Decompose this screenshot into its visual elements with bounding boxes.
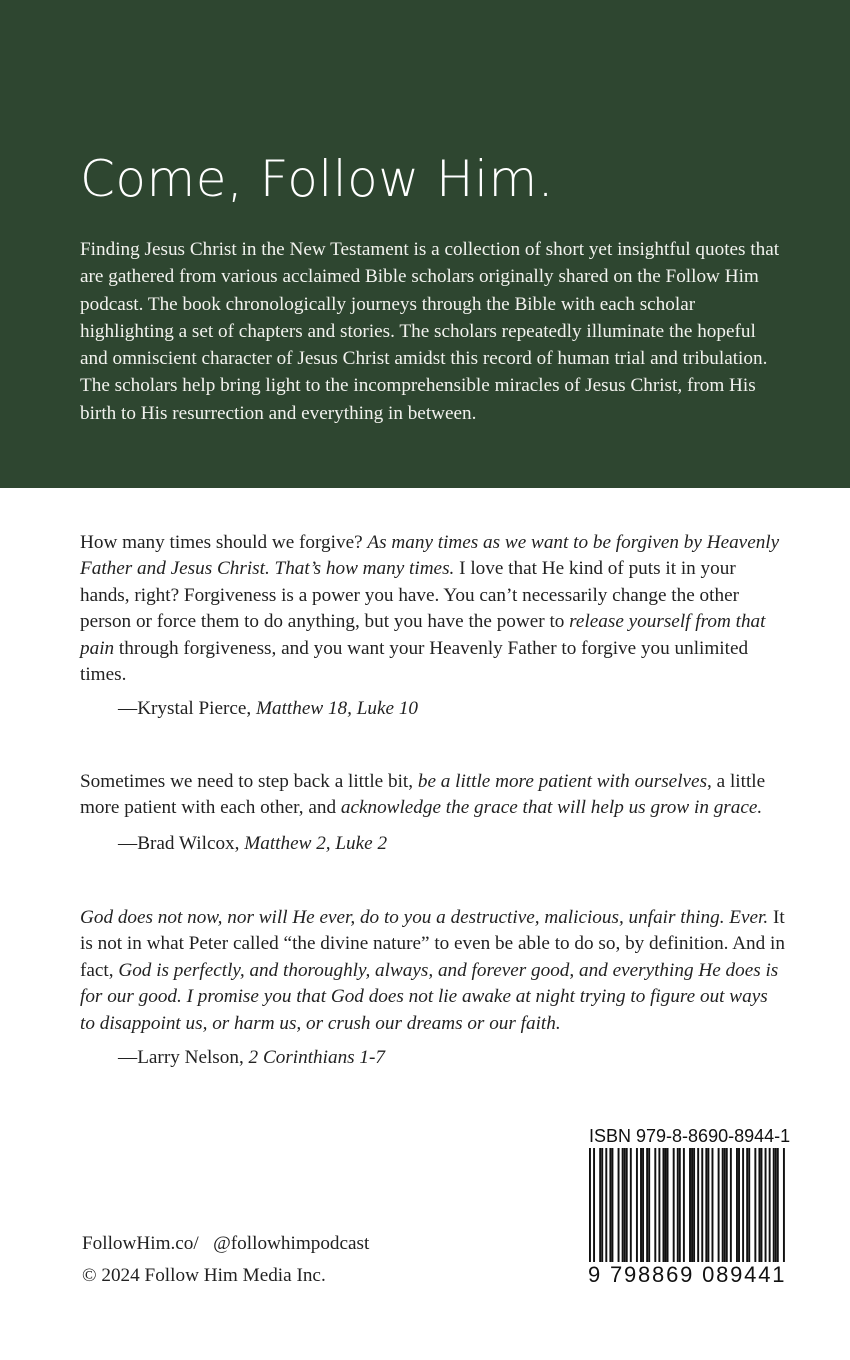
barcode-bar	[648, 1148, 650, 1266]
quote-3-reference: 2 Corinthians 1-7	[248, 1047, 386, 1068]
quote-segment: , a little more patient with each other, and	[80, 771, 766, 819]
barcode-bar	[611, 1148, 613, 1266]
barcode-bar	[654, 1148, 656, 1266]
quote-segment: How many times should we forgive?	[80, 532, 368, 553]
barcode-bar	[697, 1148, 699, 1266]
quote-2	[80, 769, 785, 822]
quote-segment: Sometimes we need to step back a little bit,	[80, 771, 418, 792]
barcode-bar	[738, 1148, 740, 1266]
quote-1-reference: Matthew 18, Luke 10	[256, 698, 419, 719]
quote-segment: release yourself from that pain	[80, 611, 766, 659]
barcode-bar	[658, 1148, 660, 1266]
quote-segment: I love that He kind of puts it in your hands, right? Forgiveness is a power you have. You can’t necessarily change the other person or force them to do anything, but you have the power to	[80, 558, 739, 633]
barcode-bar	[636, 1148, 638, 1266]
barcode-bar	[679, 1148, 681, 1266]
barcode-bar	[761, 1148, 763, 1266]
barcode-bar	[775, 1148, 777, 1266]
barcode-bar	[722, 1148, 724, 1266]
barcode-bar	[622, 1148, 624, 1266]
quote-3-author: —Larry Nelson,	[118, 1047, 249, 1068]
barcode-bar	[724, 1148, 726, 1266]
barcode-bar	[646, 1148, 648, 1266]
quote-segment: through forgiveness, and you want your Heavenly Father to forgive you unlimited times.	[80, 637, 749, 686]
barcode-bar	[677, 1148, 679, 1266]
quote-1-attribution	[118, 696, 418, 722]
quote-2-attribution	[118, 831, 387, 857]
barcode-bar	[665, 1148, 667, 1266]
barcode-digits: 9 798869 089441	[584, 1262, 798, 1288]
barcode-bar	[736, 1148, 738, 1266]
barcode-bar	[667, 1148, 669, 1266]
barcode-bar	[626, 1148, 628, 1266]
social-handle[interactable]: @followhimpodcast	[213, 1233, 370, 1254]
book-description: Finding Jesus Christ in the New Testament is a collection of short yet insightful quotes that are gathered from various acclaimed Bible scholars originally shared on the Follow Him podcast. The book chronologically journeys through the Bible with each scholar highlighting a set of chapters and stories. The scholars repeatedly illuminate the hopeful and omniscient character of Jesus Christ amidst this record of human trial and tribulation. The scholars help bring light to the incomprehensible miracles of Jesus Christ, from His birth to His resurrection and everything in between.	[80, 239, 780, 424]
quote-segment: As many times as we want to be forgiven by Heavenly Father and Jesus Christ. That’s how many times.	[80, 532, 780, 580]
barcode-bar	[701, 1148, 703, 1266]
barcode-bar	[691, 1148, 693, 1266]
isbn-label: ISBN 979-8-8690-8944-1	[589, 1126, 791, 1146]
cover-title: Come, Follow Him.	[80, 150, 555, 208]
copyright: © 2024 Follow Him Media Inc.	[82, 1265, 326, 1286]
barcode-bar	[726, 1148, 728, 1266]
barcode-bar	[609, 1148, 611, 1266]
barcode-bar	[693, 1148, 695, 1266]
barcode-bar	[705, 1148, 707, 1266]
quote-segment: God is perfectly, and thoroughly, always, and forever good, and everything He does is for our good. I promise you that God does not lie awake at night trying to figure out ways to disappoint us, or harm us, or crush our dreams or our faith.	[80, 959, 779, 1034]
footer-links	[82, 1233, 369, 1255]
quote-3-attribution	[118, 1045, 385, 1071]
barcode-bar	[624, 1148, 626, 1266]
barcode-bar	[773, 1148, 775, 1266]
barcode-bar	[673, 1148, 675, 1266]
barcode-bar	[765, 1148, 767, 1266]
barcode-bar	[777, 1148, 779, 1266]
quote-segment: It is not in what Peter called “the divine nature” to even be able to do so, by definition. And in fact,	[80, 907, 785, 981]
barcode-bar	[642, 1148, 644, 1266]
quote-3	[80, 905, 785, 1037]
top-green-band	[0, 0, 850, 488]
quote-segment: be a little more patient with ourselves	[417, 771, 708, 792]
barcode-bar	[618, 1148, 620, 1266]
barcode-bar	[683, 1148, 685, 1266]
quote-1	[80, 530, 785, 688]
barcode-bar	[746, 1148, 748, 1266]
barcode-bar	[754, 1148, 756, 1266]
quote-segment: God does not now, nor will He ever, do to you a destructive, malicious, unfair thing. Ever.	[80, 907, 769, 928]
website-link[interactable]: FollowHim.co/	[82, 1233, 199, 1254]
barcode-bar	[605, 1148, 607, 1266]
barcode-bar	[769, 1148, 771, 1266]
quote-2-author: —Brad Wilcox,	[118, 833, 245, 854]
barcode-bar	[707, 1148, 709, 1266]
barcode-bar	[718, 1148, 720, 1266]
barcode-bar	[601, 1148, 603, 1266]
quote-2-reference: Matthew 2, Luke 2	[244, 833, 388, 854]
barcode-bar	[730, 1148, 732, 1266]
barcode-bar	[599, 1148, 601, 1266]
quote-segment: acknowledge the grace that will help us grow in grace.	[340, 797, 763, 819]
quote-1-author: —Krystal Pierce,	[118, 698, 257, 719]
barcode-bar	[712, 1148, 714, 1266]
barcode-bar	[640, 1148, 642, 1266]
barcode-bar	[630, 1148, 632, 1266]
barcode-bar	[663, 1148, 665, 1266]
barcode-bar	[742, 1148, 744, 1266]
barcode-bar	[748, 1148, 750, 1266]
barcode-bar	[758, 1148, 760, 1266]
